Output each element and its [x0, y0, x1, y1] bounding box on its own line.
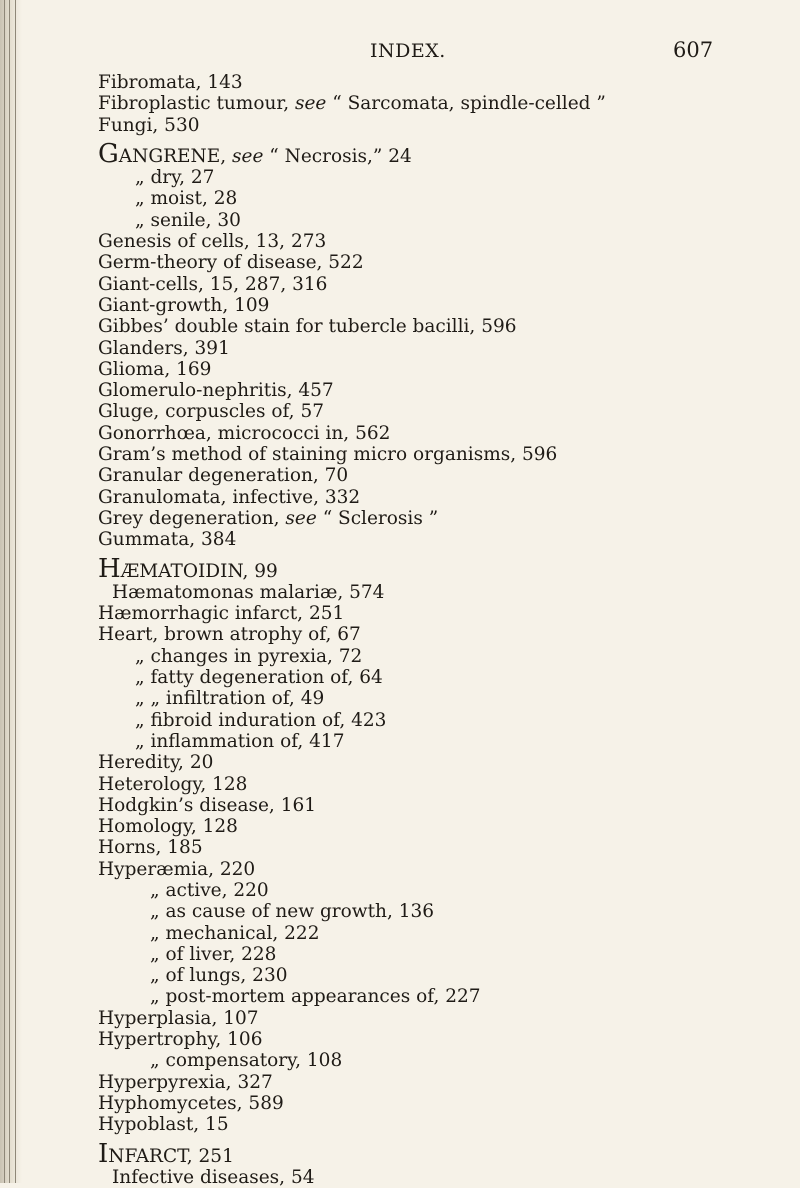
index-entry: Heterology, 128 [98, 773, 248, 795]
index-entry: Germ-theory of disease, 522 [98, 252, 364, 274]
index-entry: Gram’s method of staining micro organisms, 596 [98, 444, 558, 466]
index-entry: Glomerulo-nephritis, 457 [98, 380, 334, 402]
running-header: INDEX. [370, 40, 446, 62]
index-entry: Hypoblast, 15 [98, 1114, 229, 1136]
index-entry: Hyperæmia, 220 [98, 858, 256, 880]
index-entry: Gluge, corpuscles of, 57 [98, 401, 324, 423]
index-entry: Fungi, 530 [98, 114, 200, 136]
index-entry [98, 553, 788, 584]
index-entry: Hyperplasia, 107 [98, 1007, 259, 1029]
index-subentry: „ moist, 28 [135, 188, 238, 210]
index-entry: Gibbes’ double stain for tubercle bacilli, 596 [98, 316, 517, 338]
book-binding-edge [0, 0, 22, 1183]
see-reference: see [285, 507, 317, 529]
index-list [98, 72, 788, 1188]
index-entry: Giant-cells, 15, 287, 316 [98, 273, 328, 295]
index-entry: Heredity, 20 [98, 752, 214, 774]
index-subentry: „ fatty degeneration of, 64 [135, 667, 383, 689]
index-subentry: „ „ infiltration of, 49 [135, 688, 325, 710]
entry-text: Fibroplastic tumour, [98, 93, 290, 115]
entry-text: Grey degeneration, [98, 507, 280, 529]
drop-initial: H [98, 553, 121, 584]
cross-reference: “ Sarcomata, spindle-celled ” [332, 93, 606, 115]
index-entry: Genesis of cells, 13, 273 [98, 231, 327, 253]
index-entry: Homology, 128 [98, 816, 238, 838]
page-number: 607 [673, 38, 714, 62]
index-subentry: „ compensatory, 108 [150, 1050, 343, 1072]
cross-reference: “ Sclerosis ” [322, 507, 439, 529]
index-entry: Hypertrophy, 106 [98, 1029, 263, 1051]
index-entry: Heart, brown atrophy of, 67 [98, 624, 361, 646]
binding-line [9, 0, 10, 1183]
see-reference: see [294, 93, 327, 115]
index-entry: Hyphomycetes, 589 [98, 1092, 284, 1114]
index-entry: Horns, 185 [98, 837, 203, 859]
index-subentry: „ changes in pyrexia, 72 [135, 645, 363, 667]
cross-reference: “ Necrosis,” 24 [269, 145, 412, 167]
index-entry [98, 93, 788, 114]
index-subentry: „ fibroid induration of, 423 [135, 709, 387, 731]
index-entry: Granular degeneration, 70 [98, 465, 349, 487]
index-entry: Hæmorrhagic infarct, 251 [98, 603, 345, 625]
entry-text: ÆMATOIDIN, 99 [120, 560, 278, 582]
index-subentry: „ as cause of new growth, 136 [150, 901, 435, 923]
index-subentry: „ post-mortem appearances of, 227 [150, 986, 481, 1008]
index-entry: Fibromata, 143 [98, 72, 243, 93]
index-entry [98, 1138, 788, 1169]
index-entry: Hyperpyrexia, 327 [98, 1071, 273, 1093]
binding-line [4, 0, 5, 1183]
index-subentry: „ dry, 27 [135, 167, 215, 189]
see-reference: see [232, 145, 264, 167]
index-entry: Gonorrhœa, micrococci in, 562 [98, 422, 391, 444]
index-subentry: „ mechanical, 222 [150, 922, 320, 944]
index-entry: Glioma, 169 [98, 358, 212, 380]
index-subentry: „ senile, 30 [135, 209, 241, 231]
index-subentry: „ active, 220 [150, 879, 269, 901]
index-entry: Hæmatomonas malariæ, 574 [112, 581, 385, 603]
drop-initial: G [98, 138, 119, 169]
index-entry: Hodgkin’s disease, 161 [98, 794, 316, 816]
index-page [98, 0, 788, 1188]
entry-text: NFARCT, 251 [108, 1145, 234, 1167]
index-entry [98, 508, 788, 529]
drop-initial: I [98, 1138, 109, 1169]
binding-line [15, 0, 16, 1183]
index-entry: Glanders, 391 [98, 337, 230, 359]
index-subentry: „ of liver, 228 [150, 943, 277, 965]
entry-text: ANGRENE, [118, 145, 227, 167]
index-entry [98, 138, 788, 169]
index-subentry: „ of lungs, 230 [150, 965, 288, 987]
index-entry: Infective diseases, 54 [112, 1166, 315, 1188]
index-entry: Granulomata, infective, 332 [98, 486, 361, 508]
index-entry: Giant-growth, 109 [98, 294, 270, 316]
index-subentry: „ inflammation of, 417 [135, 730, 345, 752]
index-entry: Gummata, 384 [98, 529, 237, 551]
